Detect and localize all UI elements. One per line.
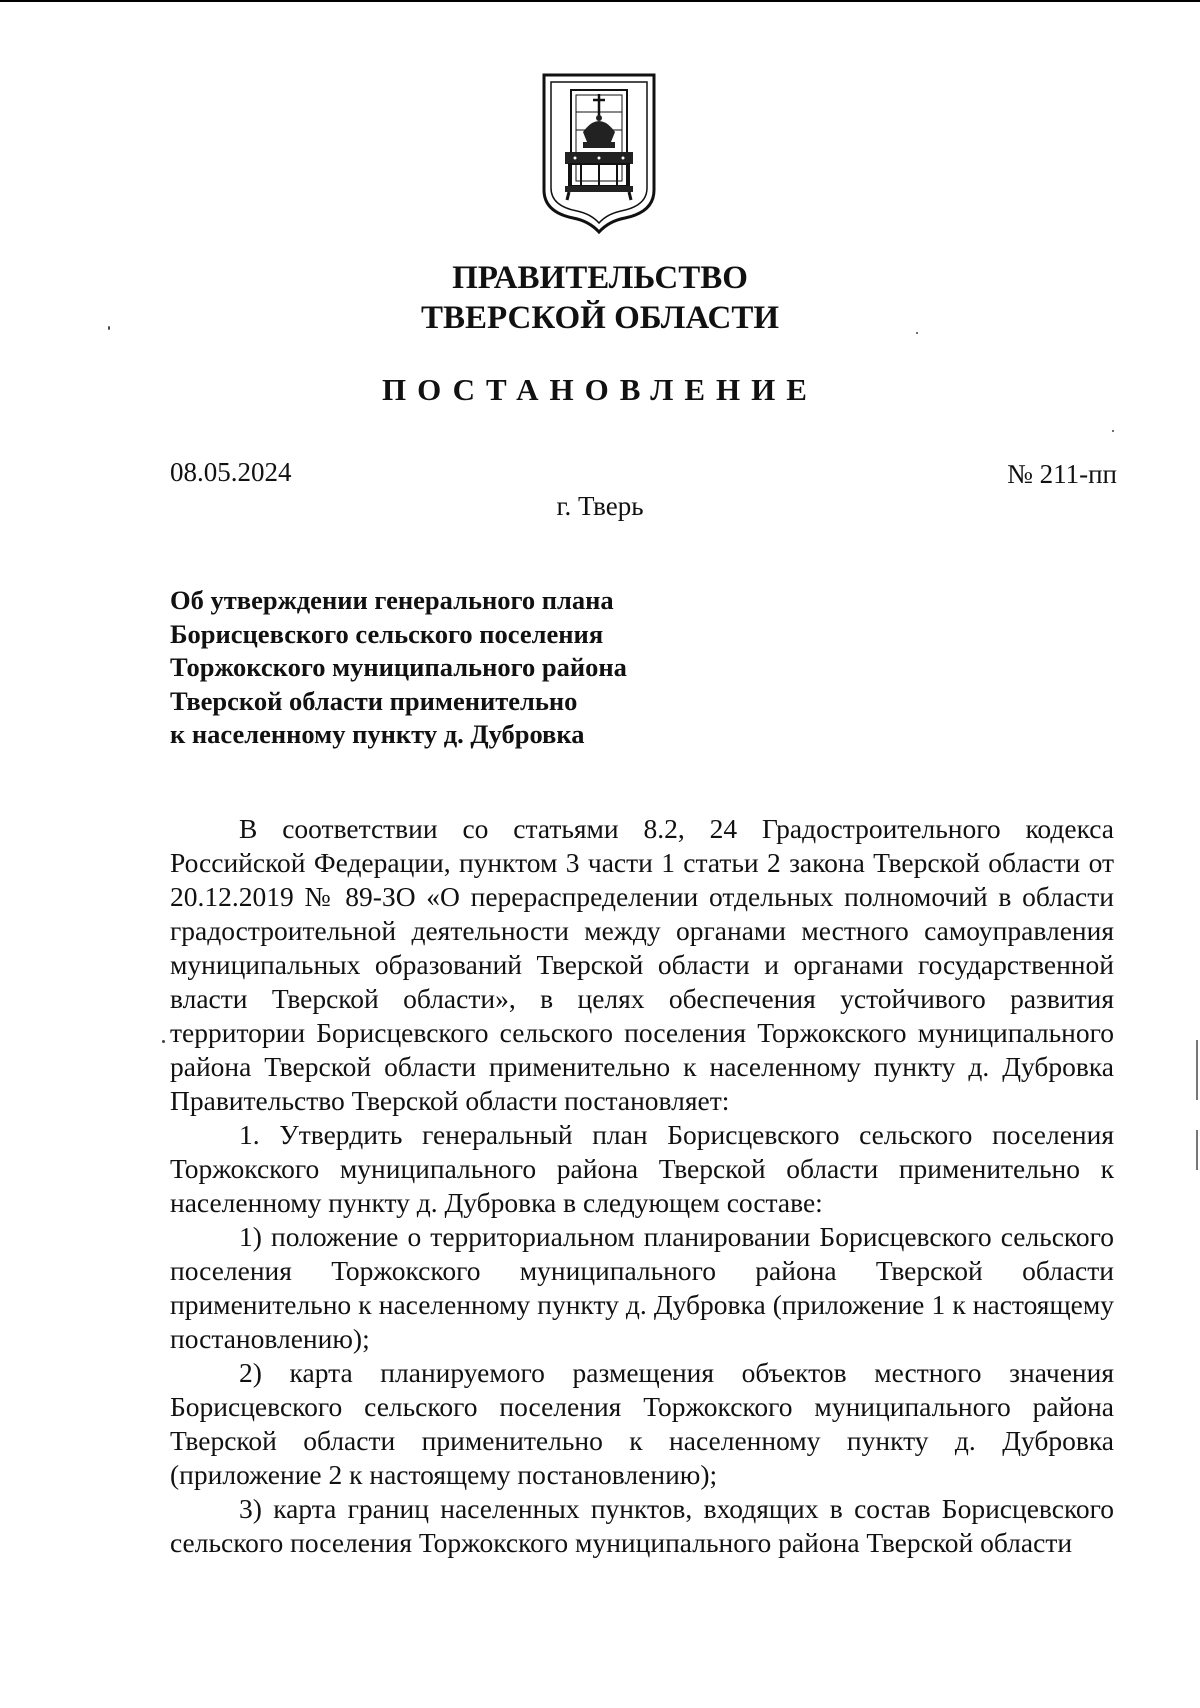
coat-of-arms-icon [541,72,657,234]
scan-edge-mark [1196,1040,1198,1100]
scan-speck [108,326,110,330]
subject-line: Торжокского муниципального района [170,652,627,682]
body-paragraph: 1. Утвердить генеральный план Борисцевского сельского поселения Торжокского муниципального района Тверской области применительно к населенному пункту д. Дубровка в следующем составе: [170,1119,1114,1218]
scan-speck [916,332,918,334]
document-date: 08.05.2024 [170,457,292,487]
document-city: г. Тверь [556,491,644,521]
body-paragraph: 2) карта планируемого размещения объектов местного значения Борисцевского сельского поселения Торжокского муниципального района Тверской области применительно к населенному пункту д. Дубровка (приложение 2 к настоящему постановлению); [170,1357,1114,1490]
body-paragraph: 3) карта границ населенных пунктов, входящих в состав Борисцевского сельского поселения Торжокского муниципального района Тверской области [170,1493,1114,1558]
scan-edge-mark [1196,1130,1198,1170]
document-subject [170,584,810,752]
subject-line: Тверской области применительно [170,685,578,716]
document-number: № 211-пп [1007,459,1117,489]
body-paragraph: 1) положение о территориальном планировании Борисцевского сельского поселения Торжокского муниципального района Тверской области применительно к населенному пункту д. Дубровка (приложение 1 к настоящему постановлению); [170,1221,1114,1354]
subject-line: Об утверждении генерального плана [170,585,614,615]
body-paragraph: В соответствии со статьями 8.2, 24 Градостроительного кодекса Российской Федерации, пунктом 3 части 1 статьи 2 закона Тверской области от 20.12.2019 № 89-ЗО «О перераспределении отдельных полномочий в области градостроительной деятельности между органами местного самоуправления муниципальных образований Тверской области и органами государственной власти Тверской области», в целях обеспечения устойчивого развития территории Борисцевского сельского поселения Торжокского муниципального района Тверской области применительно к населенному пункту д. Дубровка Правительство Тверской области постановляет: [170,813,1114,1116]
top-border-line [0,0,1200,2]
document-type-heading: ПОСТАНОВЛЕНИЕ [382,372,818,407]
government-title-line2: ТВЕРСКОЙ ОБЛАСТИ [420,300,780,336]
government-title-line1: ПРАВИТЕЛЬСТВО [452,260,748,296]
subject-line: к населенному пункту д. Дубровка [170,719,585,749]
subject-line: Борисцевского сельского поселения [170,618,604,649]
document-body [170,812,1114,1560]
scan-speck [1112,430,1114,432]
scan-speck [162,1040,165,1043]
